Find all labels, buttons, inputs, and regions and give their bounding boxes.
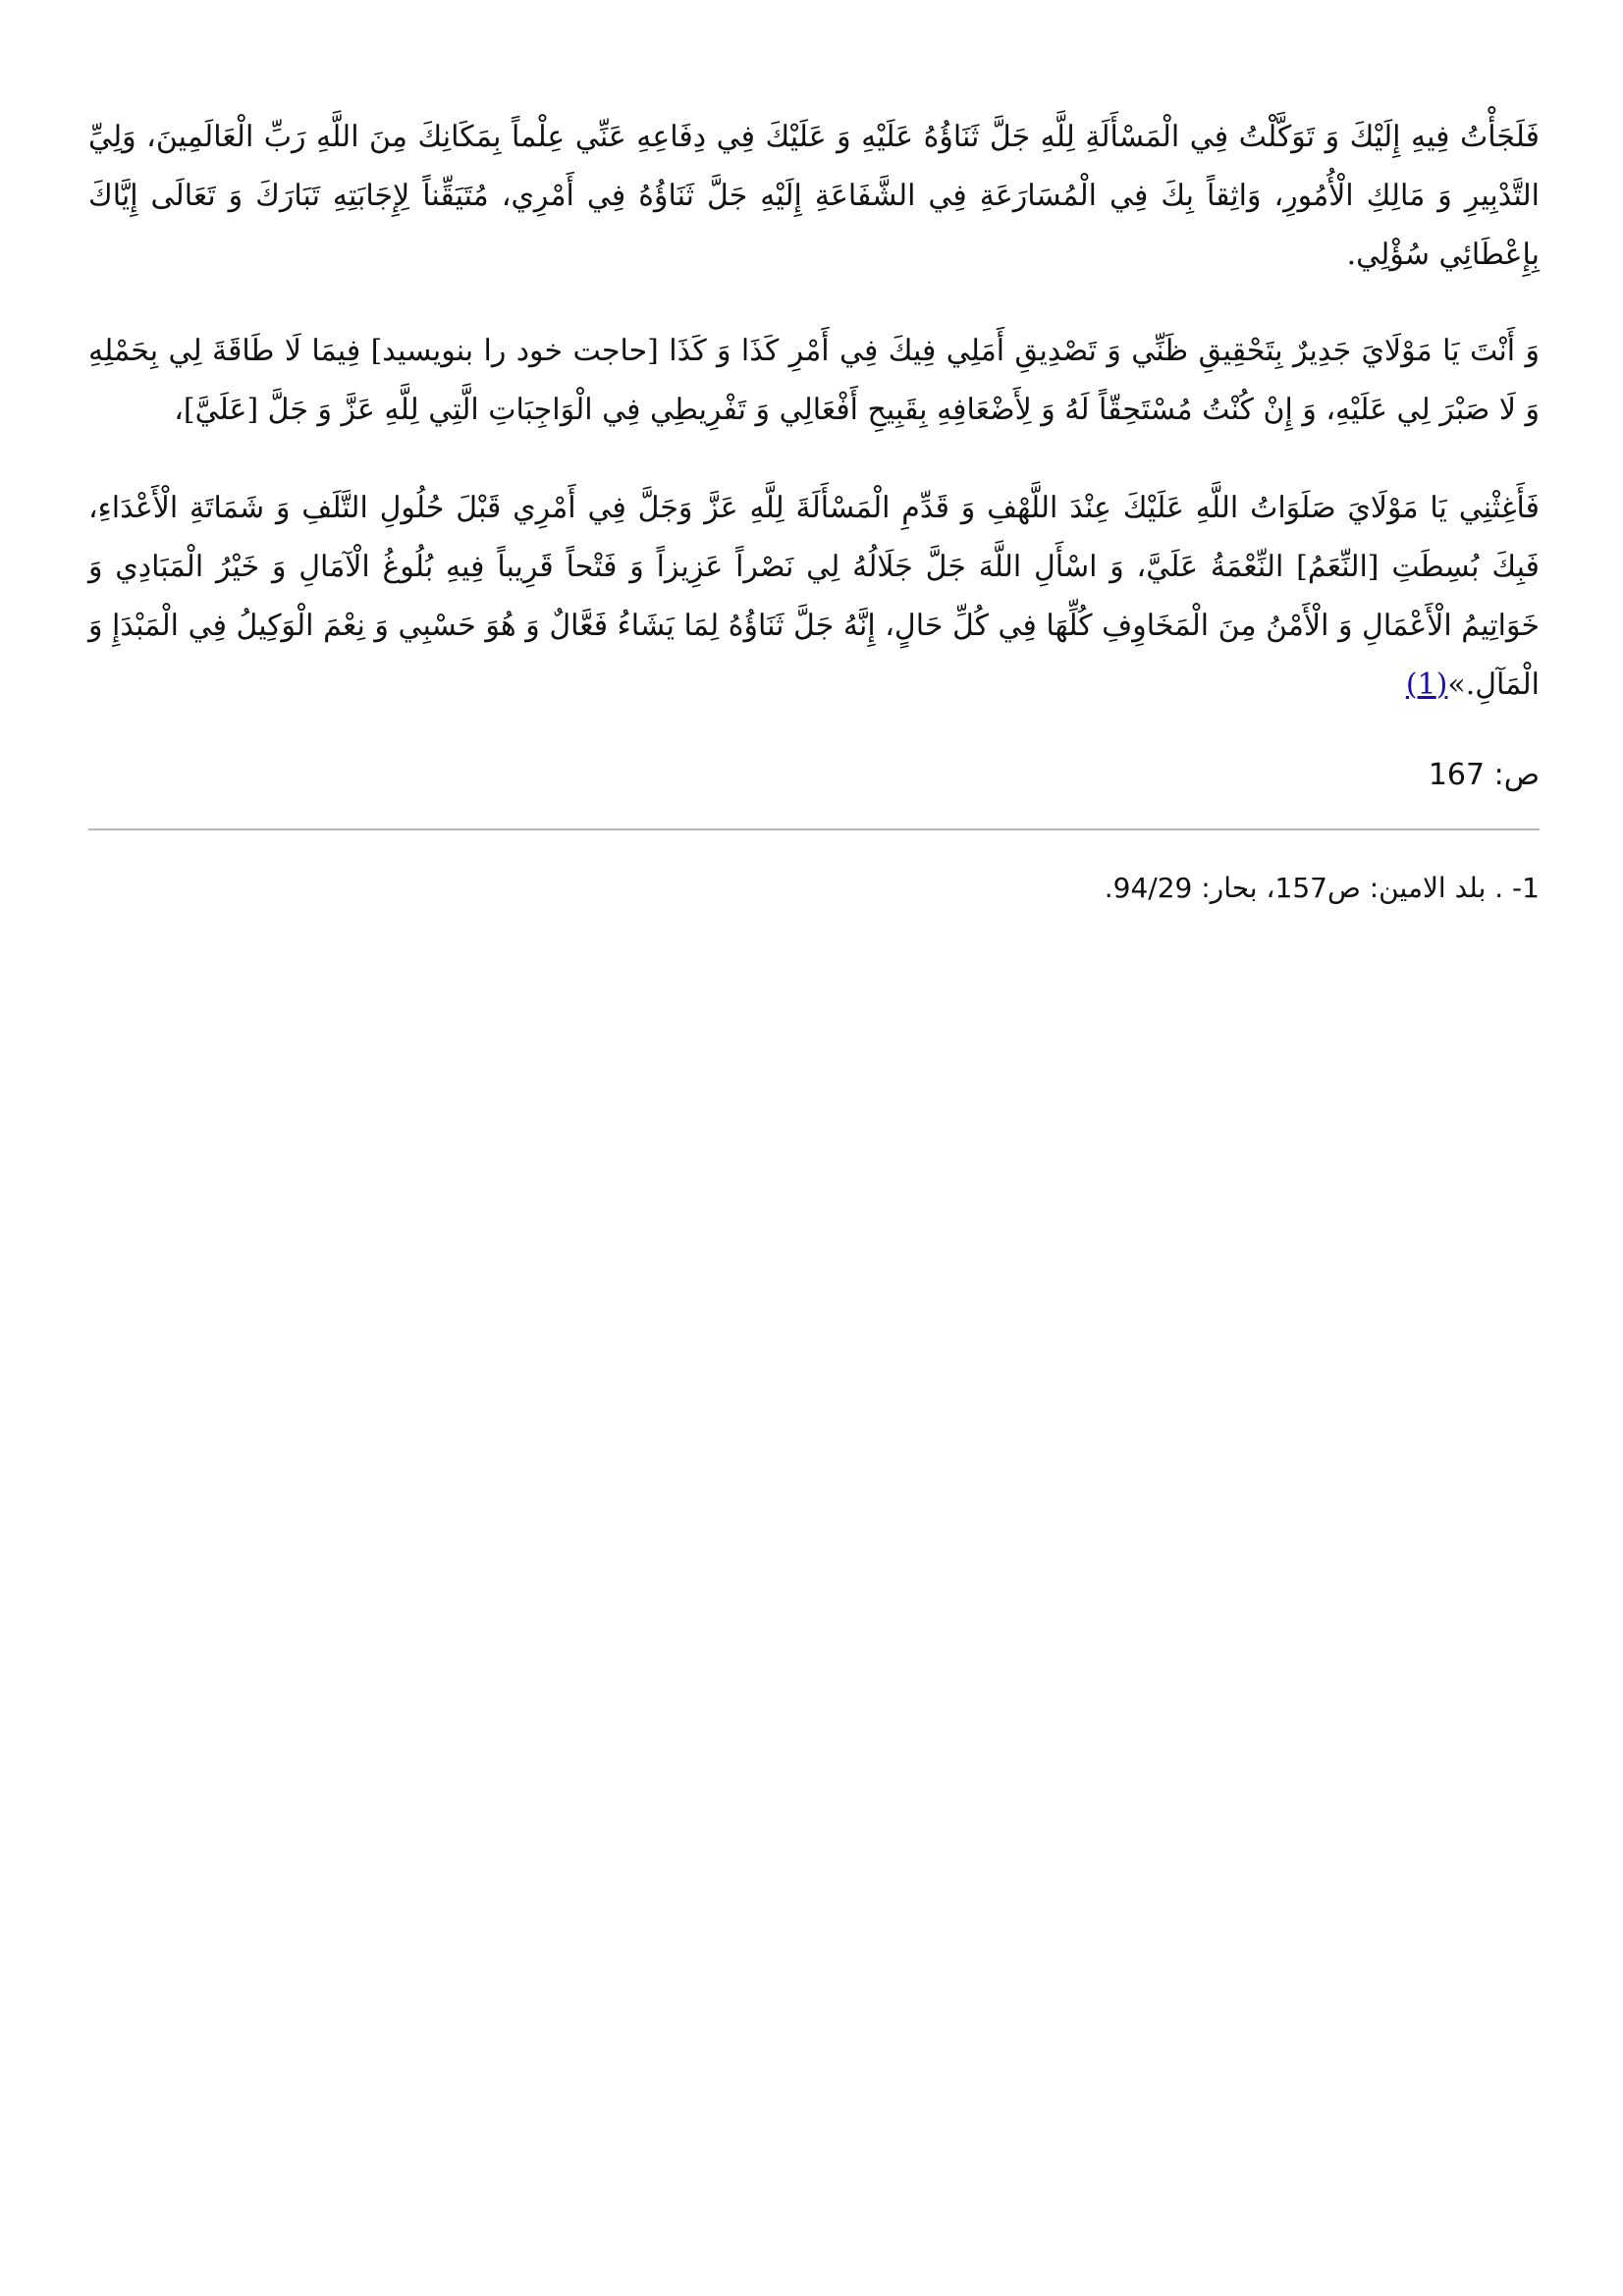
paragraph-1: فَلَجَأْتُ فِيهِ إِلَيْكَ وَ تَوَكَّلْتُ فِي الْمَسْأَلَةِ لِلَّهِ جَلَّ ثَنَاؤُهُ عَلَيْهِ وَ عَلَيْكَ فِي دِفَاعِهِ عَنِّي عِلْماً بِمَكَانِكَ مِنَ اللَّهِ رَبِّ الْعَالَمِينَ، وَلِيِّ التَّدْبِيرِ وَ مَالِكِ الْأُمُورِ، وَاثِقاً بِكَ فِي الْمُسَارَعَةِ فِي الشَّفَاعَةِ إِلَيْهِ جَلَّ ثَنَاؤُهُ فِي أَمْرِي، مُتَيَقِّناً لِإِجَابَتِهِ تَبَارَكَ وَ تَعَالَى إِيَّاكَ بِإِعْطَائِي سُؤْلِي. [88,120,1540,272]
footnote-link[interactable]: (1) [1405,667,1448,702]
footnote-text: 1- . بلد الامين: ص157، بحار: 94/29. [1104,872,1540,904]
footnote-divider [88,828,1540,830]
document-page [88,108,1540,909]
paragraph-3-text: فَأَغِثْنِي يَا مَوْلَايَ صَلَوَاتُ اللَّهِ عَلَيْكَ عِنْدَ اللَّهْفِ وَ قَدِّمِ الْمَسْأَلَةَ لِلَّهِ عَزَّ وَجَلَّ فِي أَمْرِي قَبْلَ حُلُولِ التَّلَفِ وَ شَمَاتَةِ الْأَعْدَاءِ، فَبِكَ بُسِطَتِ [النِّعَمُ] النِّعْمَةُ عَلَيَّ، وَ اسْأَلِ اللَّهَ جَلَّ جَلَالُهُ لِي نَصْراً عَزِيزاً وَ فَتْحاً قَرِيباً فِيهِ بُلُوغُ الْآمَالِ وَ خَيْرُ الْمَبَادِي وَ خَوَاتِيمُ الْأَعْمَالِ وَ الْأَمْنُ مِنَ الْمَخَاوِفِ كُلِّهَا فِي كُلِّ حَالٍ، إِنَّهُ جَلَّ ثَنَاؤُهُ لِمَا يَشَاءُ فَعَّالٌ وَ هُوَ حَسْبِي وَ نِعْمَ الْوَكِيلُ فِي الْمَبْدَإِ وَ الْمَآلِ.» [88,491,1540,702]
paragraph-2: وَ أَنْتَ يَا مَوْلَايَ جَدِيرٌ بِتَحْقِيقِ ظَنِّي وَ تَصْدِيقِ أَمَلِي فِيكَ فِي أَمْرِ كَذَا وَ كَذَا [حاجت خود را بنويسيد] فِيمَا لَا طَاقَةَ لِي بِحَمْلِهِ وَ لَا صَبْرَ لِي عَلَيْهِ، وَ إِنْ كُنْتُ مُسْتَحِقّاً لَهُ وَ لِأَضْعَافِهِ بِقَبِيحِ أَفْعَالِي وَ تَفْرِيطِي فِي الْوَاجِبَاتِ الَّتِي لِلَّهِ عَزَّ وَ جَلَّ [عَلَيَّ]، [88,334,1541,427]
page-number: ص: 167 [1428,758,1540,792]
paragraph-3 [88,479,1540,715]
